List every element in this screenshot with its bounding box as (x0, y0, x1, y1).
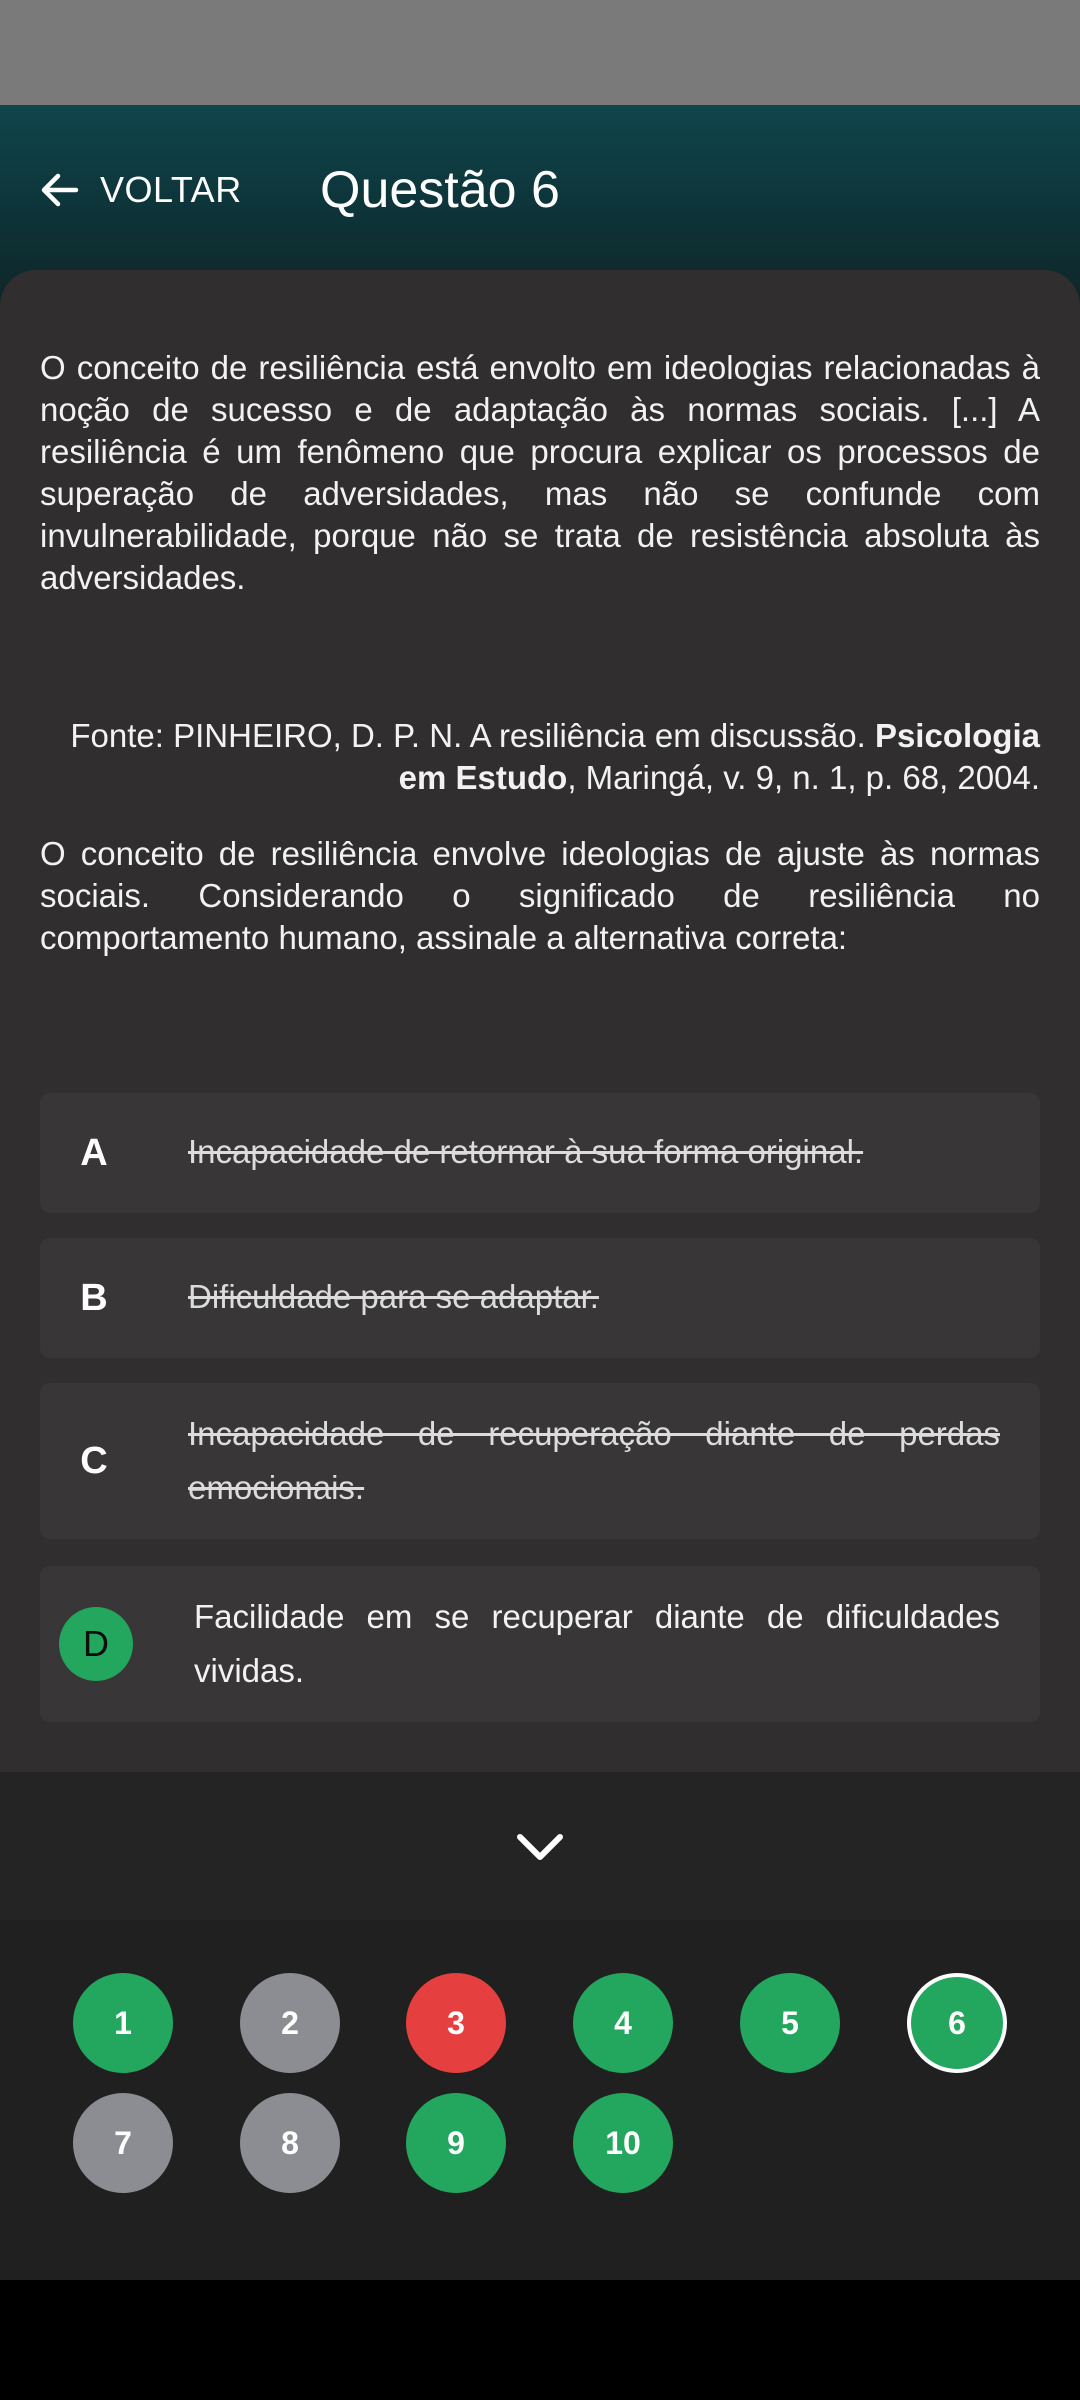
option-text: Facilidade em se recuperar diante de dificuldades vividas. (194, 1598, 1000, 1689)
question-nav-3[interactable]: 3 (406, 1973, 506, 2073)
collapse-navigation-button[interactable] (0, 1772, 1080, 1920)
question-card (0, 270, 1080, 1775)
question-nav-7[interactable]: 7 (73, 2093, 173, 2193)
chevron-down-icon (512, 1819, 568, 1875)
selected-answer-badge: D (59, 1607, 133, 1681)
question-nav-5[interactable]: 5 (740, 1973, 840, 2073)
question-nav-10[interactable]: 10 (573, 2093, 673, 2193)
arrow-left-icon (36, 166, 84, 214)
question-nav-9[interactable]: 9 (406, 2093, 506, 2193)
system-navigation-bar (0, 2280, 1080, 2400)
option-letter: A (80, 1131, 108, 1174)
question-nav-8[interactable]: 8 (240, 2093, 340, 2193)
back-button[interactable] (36, 150, 242, 230)
question-navigation (0, 1920, 1080, 2280)
option-text: Incapacidade de retornar à sua forma original. (188, 1133, 864, 1170)
option-b[interactable] (40, 1238, 1040, 1358)
page-title: Questão 6 (320, 161, 560, 219)
option-letter: B (80, 1276, 108, 1319)
status-bar (0, 0, 1080, 105)
question-source (40, 715, 1040, 799)
option-a[interactable] (40, 1093, 1040, 1213)
question-nav-1[interactable]: 1 (73, 1973, 173, 2073)
option-text: Incapacidade de recuperação diante de perdas emocionais. (188, 1415, 1000, 1506)
question-nav-2[interactable]: 2 (240, 1973, 340, 2073)
question-nav-4[interactable]: 4 (573, 1973, 673, 2073)
option-text: Dificuldade para se adaptar. (188, 1278, 599, 1315)
option-letter: C (80, 1439, 108, 1482)
question-nav-6-current[interactable]: 6 (907, 1973, 1007, 2073)
source-journal: Psicologia em Estudo (398, 717, 1040, 796)
back-label: VOLTAR (100, 169, 242, 210)
option-c[interactable] (40, 1383, 1040, 1539)
source-prefix: Fonte: PINHEIRO, D. P. N. A resiliência em discussão. (70, 717, 875, 754)
option-letter-wrap (40, 1566, 148, 1722)
question-prompt: O conceito de resiliência envolve ideologias de ajuste às normas sociais. Considerando o significado de resiliência no comportamento humano, assinale a alternativa correta: (40, 835, 1040, 956)
option-d-selected[interactable] (40, 1566, 1040, 1722)
question-paragraph: O conceito de resiliência está envolto em ideologias relacionadas à noção de sucesso e de adaptação às normas sociais. [...] A resiliência é um fenômeno que procura explicar os processos de superação de adversidades, mas não se confunde com invulnerabilidade, porque não se trata de resistência absoluta às adversidades. (40, 349, 1040, 596)
source-suffix: , Maringá, v. 9, n. 1, p. 68, 2004. (567, 759, 1040, 796)
